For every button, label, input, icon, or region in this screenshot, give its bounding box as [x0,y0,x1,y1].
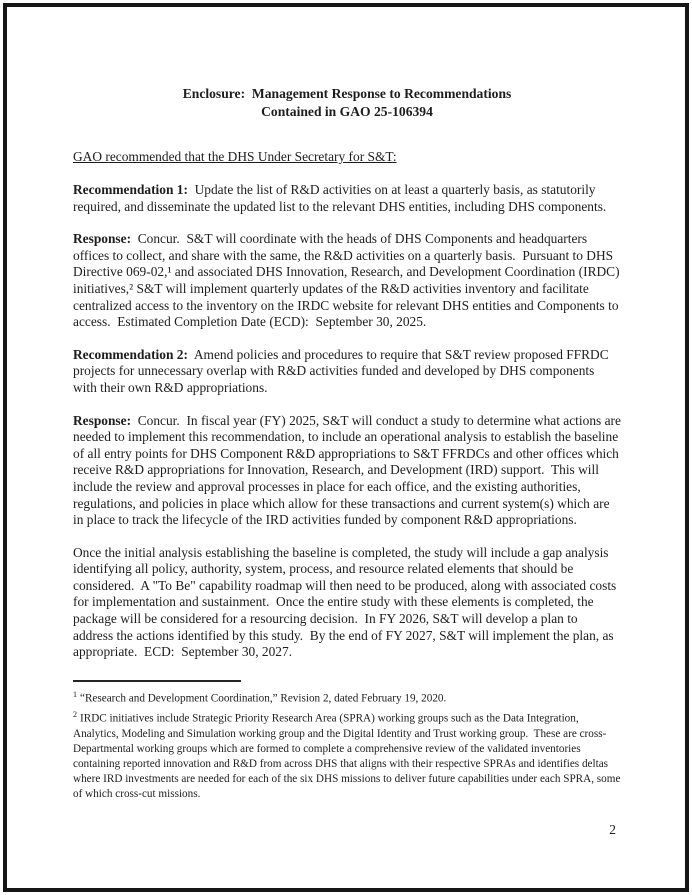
page-content [7,7,685,802]
footnote-1-marker: 1 [73,689,77,699]
footnote-1 [73,688,621,707]
document-page [3,3,689,892]
footnote-area [73,680,624,802]
continuation-text: Once the initial analysis establishing the baseline is completed, the study will include a gap analysis identifying all policy, authority, system, process, and resource related elements that should be considered. A "To Be" capability roadmap will then need to be produced, along with associated costs for implementation and sustainment. Once the entire study with these elements is completed, the package will be considered for a resourcing decision. In FY 2026, S&T will develop a plan to address the actions identified by this study. By the end of FY 2027, S&T will implement the plan, as appropriate. ECD: September 30, 2027. [73,544,620,660]
footnote-separator [73,680,241,682]
recommendation-2-paragraph [73,347,621,397]
response-1-label: Response: [73,231,132,247]
document-title [73,85,621,121]
recommendation-2-text: Amend policies and procedures to require that S&T review proposed FFRDC projects for unnecessary overlap with R&D activities funded and developed by DHS components with their own R&D appropriations. [73,346,613,395]
footnote-2-marker: 2 [73,710,77,720]
section-heading: GAO recommended that the DHS Under Secretary for S&T: [73,149,397,164]
recommendation-2-label: Recommendation 2: [73,346,188,362]
response-1-paragraph [73,231,621,331]
footnote-1-text: “Research and Development Coordination,” Revision 2, dated February 19, 2020. [80,692,447,705]
response-2-paragraph [73,412,625,529]
response-1-text: Concur. S&T will coordinate with the heads of DHS Components and headquarters offices to collect, and share with the same, the R&D activities on a quarterly basis. Pursuant to DHS Directive 069-02,¹ and associated DHS Innovation, Research, and Development Coordination (IRDC) initiatives,² S&T will implement quarterly updates of the R&D activities inventory and facilitate centralized access to the inventory on the IRDC website for relevant DHS entities and Components to access. Estimated Completion Date (ECD): September 30, 2025. [73,231,623,330]
recommendation-1-label: Recommendation 1: [73,182,188,197]
recommendation-1-paragraph [73,182,621,215]
page-number: 2 [609,822,616,837]
response-2-text: Concur. In fiscal year (FY) 2025, S&T will conduct a study to determine what actions are needed to implement this recommendation, to include an operational analysis to establish the baseline of all entry points for DHS Component R&D appropriations to S&T FFRDCs and other offices which receive R&D appropriations for Innovation, Research, and Development (IRD) support. This will include the review and approval processes in place for each office, and the existing authorities, regulations, and policies in place which allow for these transactions and current system(s) which are in place to track the lifecycle of the IRD activities funded by component R&D appropriations. [73,412,625,528]
recommendation-1-text: Update the list of R&D activities on at least a quarterly basis, as statutorily required, and disseminate the updated list to the relevant DHS entities, including DHS components. [73,182,607,214]
response-2-label: Response: [73,412,132,428]
footnote-2-text: IRDC initiatives include Strategic Priority Research Area (SPRA) working groups such as the Data Integration, Analytics, Modeling and Simulation working group and the Digital Identity and Trust working group. These are cross-Departmental working groups which are formed to complete a comprehensive review of the validated inventories containing reported innovation and R&D from across DHS that aligns with their respective SPRAs and identifies deltas where IRD investments are needed for each of the six DHS missions to deliver future capabilities under each SPRA, some of which cross-cut missions. [73,713,624,800]
footnote-2 [73,708,624,801]
continuation-paragraph [73,545,621,661]
document-title-line-2: Contained in GAO 25-106394 [261,104,433,119]
document-title-line-1: Enclosure: Management Response to Recommendations [182,86,512,101]
